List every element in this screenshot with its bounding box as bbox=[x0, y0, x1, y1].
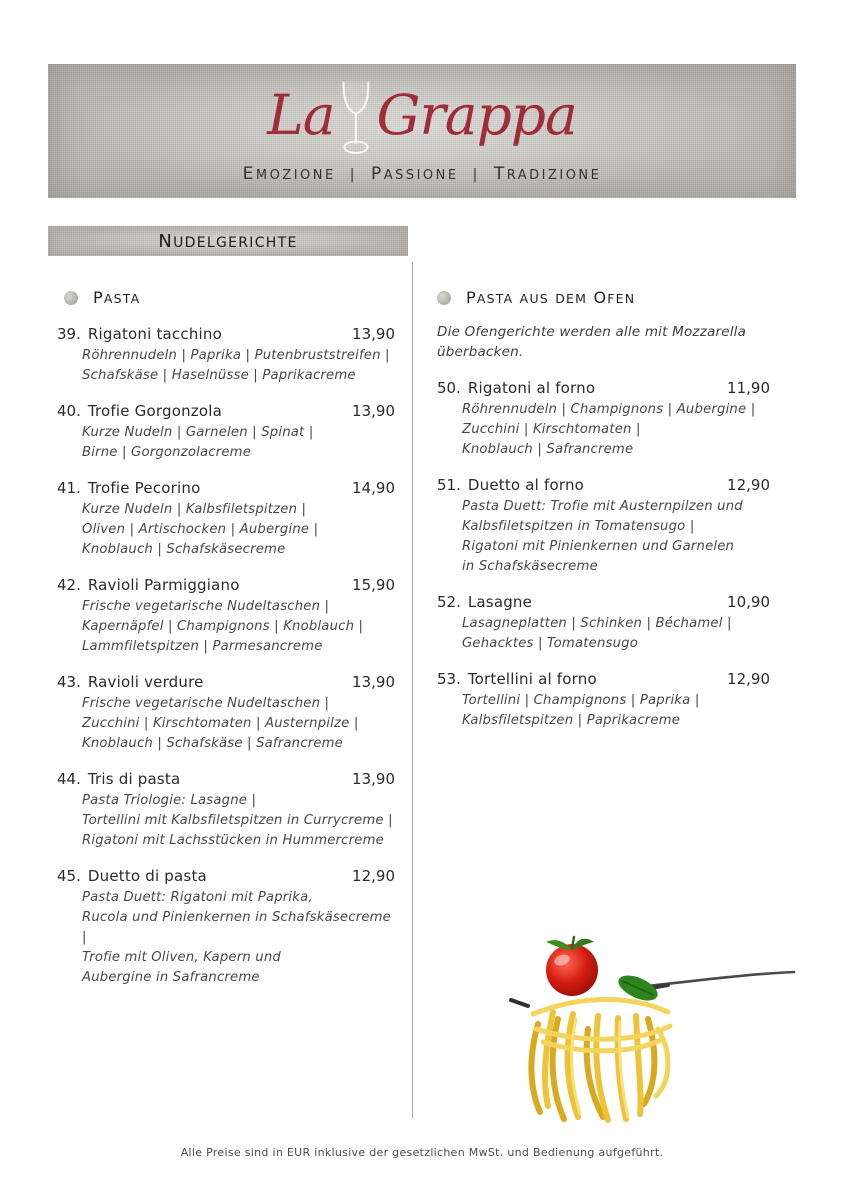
description-line: Frische vegetarische Nudeltaschen | bbox=[82, 599, 330, 614]
column-divider bbox=[412, 262, 413, 1118]
description-line: Kurze Nudeln | Kalbsfiletspitzen | bbox=[82, 502, 307, 517]
header-banner bbox=[48, 64, 796, 198]
item-description bbox=[437, 400, 770, 460]
item-name: Duetto di pasta bbox=[87, 867, 207, 885]
pasta-column bbox=[57, 288, 395, 1003]
section-title-bar bbox=[48, 226, 408, 256]
bullet-icon bbox=[64, 291, 78, 305]
menu-item bbox=[57, 478, 395, 560]
item-name: Ravioli verdure bbox=[87, 673, 204, 691]
description-line: Röhrennudeln | Paprika | Putenbruststreifen | bbox=[82, 348, 390, 363]
pasta-heading bbox=[64, 288, 395, 307]
item-name: Trofie Gorgonzola bbox=[87, 402, 222, 420]
item-price: 15,90 bbox=[352, 576, 395, 594]
item-price: 12,90 bbox=[352, 867, 395, 885]
item-number: 44. bbox=[57, 770, 81, 788]
item-number: 41. bbox=[57, 479, 81, 497]
item-description bbox=[437, 691, 770, 731]
item-title-row bbox=[57, 401, 395, 422]
menu-item bbox=[57, 575, 395, 657]
tagline-word: TRADIZIONE bbox=[493, 164, 602, 184]
item-name: Duetto al forno bbox=[467, 476, 585, 494]
item-title-row bbox=[437, 669, 770, 690]
menu-item bbox=[437, 475, 770, 577]
heading-label: PASTA AUS DEM OFEN bbox=[466, 288, 636, 307]
item-title-row bbox=[57, 575, 395, 596]
item-name: Tris di pasta bbox=[87, 770, 181, 788]
item-price: 12,90 bbox=[727, 476, 770, 494]
wine-glass-icon bbox=[336, 80, 376, 176]
description-line: Rucola und Pinienkernen in Schafskäsecreme | bbox=[82, 910, 391, 945]
heading-label: PASTA bbox=[93, 288, 141, 307]
description-line: Aubergine in Safrancreme bbox=[82, 970, 260, 985]
description-line: Kapernäpfel | Champignons | Knoblauch | bbox=[82, 619, 364, 634]
description-line: Rigatoni mit Lachsstücken in Hummercreme bbox=[82, 833, 384, 848]
item-description bbox=[57, 423, 395, 463]
item-price: 14,90 bbox=[352, 479, 395, 497]
description-line: Frische vegetarische Nudeltaschen | bbox=[82, 696, 330, 711]
menu-item bbox=[57, 866, 395, 988]
item-price: 11,90 bbox=[727, 379, 770, 397]
tomato-icon bbox=[546, 937, 598, 996]
item-price: 13,90 bbox=[352, 325, 395, 343]
item-title-row bbox=[57, 769, 395, 790]
description-line: Zucchini | Kirschtomaten | Austernpilze | bbox=[82, 716, 359, 731]
description-line: Birne | Gorgonzolacreme bbox=[82, 445, 252, 460]
tagline-separator: | bbox=[349, 167, 357, 183]
item-title-row bbox=[57, 478, 395, 499]
item-number: 53. bbox=[437, 670, 461, 688]
menu-item bbox=[57, 672, 395, 754]
description-line: Kalbsfiletspitzen in Tomatensugo | bbox=[462, 519, 695, 534]
logo-word-la: La bbox=[267, 83, 335, 147]
description-line: Knoblauch | Schafskäse | Safrancreme bbox=[82, 736, 343, 751]
description-line: Pasta Duett: Rigatoni mit Paprika, bbox=[82, 890, 313, 905]
item-title-row bbox=[437, 475, 770, 496]
item-title-row bbox=[57, 672, 395, 693]
item-price: 10,90 bbox=[727, 593, 770, 611]
description-line: Kurze Nudeln | Garnelen | Spinat | bbox=[82, 425, 314, 440]
description-line: Tortellini | Champignons | Paprika | bbox=[462, 693, 700, 708]
item-number: 39. bbox=[57, 325, 81, 343]
spaghetti-strands bbox=[531, 999, 670, 1120]
item-description bbox=[57, 500, 395, 560]
bullet-icon bbox=[437, 291, 451, 305]
description-line: Knoblauch | Safrancreme bbox=[462, 442, 634, 457]
item-number: 51. bbox=[437, 476, 461, 494]
description-line: Lammfiletspitzen | Parmesancreme bbox=[82, 639, 323, 654]
item-number: 45. bbox=[57, 867, 81, 885]
item-name: Trofie Pecorino bbox=[87, 479, 201, 497]
menu-item bbox=[57, 769, 395, 851]
item-description bbox=[57, 791, 395, 851]
item-price: 13,90 bbox=[352, 770, 395, 788]
description-line: Pasta Duett: Trofie mit Austernpilzen und bbox=[462, 499, 743, 514]
description-line: Lasagneplatten | Schinken | Béchamel | bbox=[462, 616, 732, 631]
tagline-word: PASSIONE bbox=[370, 164, 459, 184]
oven-pasta-column bbox=[437, 288, 770, 746]
item-title-row bbox=[57, 866, 395, 887]
item-price: 12,90 bbox=[727, 670, 770, 688]
item-number: 43. bbox=[57, 673, 81, 691]
oven-pasta-item-list bbox=[437, 378, 770, 731]
restaurant-logo bbox=[267, 69, 577, 161]
description-line: Tortellini mit Kalbsfiletspitzen in Currycreme | bbox=[82, 813, 393, 828]
description-line: Zucchini | Kirschtomaten | bbox=[462, 422, 641, 437]
item-title-row bbox=[437, 378, 770, 399]
menu-item bbox=[57, 401, 395, 463]
item-number: 40. bbox=[57, 402, 81, 420]
tagline-word: EMOZIONE bbox=[242, 164, 336, 184]
item-name: Rigatoni al forno bbox=[467, 379, 596, 397]
item-description bbox=[57, 888, 395, 988]
item-price: 13,90 bbox=[352, 402, 395, 420]
tagline bbox=[243, 164, 602, 184]
oven-pasta-heading bbox=[437, 288, 770, 307]
item-number: 50. bbox=[437, 379, 461, 397]
description-line: Gehacktes | Tomatensugo bbox=[462, 636, 638, 651]
price-note: Alle Preise sind in EUR inklusive der gesetzlichen MwSt. und Bedienung aufgeführt. bbox=[180, 1146, 664, 1159]
menu-item bbox=[437, 669, 770, 731]
description-line: Röhrennudeln | Champignons | Aubergine | bbox=[462, 402, 756, 417]
menu-item bbox=[437, 378, 770, 460]
item-description bbox=[437, 614, 770, 654]
description-line: Trofie mit Oliven, Kapern und bbox=[82, 950, 281, 965]
item-number: 42. bbox=[57, 576, 81, 594]
logo-word-grappa: Grappa bbox=[376, 83, 577, 147]
section-title: NUDELGERICHTE bbox=[158, 230, 298, 252]
description-line: Kalbsfiletspitzen | Paprikacreme bbox=[462, 713, 681, 728]
item-price: 13,90 bbox=[352, 673, 395, 691]
item-description bbox=[57, 346, 395, 386]
item-title-row bbox=[437, 592, 770, 613]
oven-intro-note: Die Ofengerichte werden alle mit Mozzarella überbacken. bbox=[437, 324, 747, 360]
item-description bbox=[57, 597, 395, 657]
item-number: 52. bbox=[437, 593, 461, 611]
description-line: Knoblauch | Schafskäsecreme bbox=[82, 542, 286, 557]
description-line: Pasta Triologie: Lasagne | bbox=[82, 793, 257, 808]
menu-item bbox=[57, 324, 395, 386]
item-name: Lasagne bbox=[467, 593, 533, 611]
description-line: Oliven | Artischocken | Aubergine | bbox=[82, 522, 319, 537]
description-line: Rigatoni mit Pinienkernen und Garnelen bbox=[462, 539, 735, 554]
menu-item bbox=[437, 592, 770, 654]
description-line: in Schafskäsecreme bbox=[462, 559, 598, 574]
tagline-separator: | bbox=[472, 167, 480, 183]
spaghetti-fork-image bbox=[498, 933, 798, 1125]
pasta-item-list bbox=[57, 324, 395, 988]
item-name: Tortellini al forno bbox=[467, 670, 597, 688]
item-description bbox=[57, 694, 395, 754]
item-name: Rigatoni tacchino bbox=[87, 325, 222, 343]
description-line: Schafskäse | Haselnüsse | Paprikacreme bbox=[82, 368, 356, 383]
item-title-row bbox=[57, 324, 395, 345]
item-name: Ravioli Parmiggiano bbox=[87, 576, 240, 594]
item-description bbox=[437, 497, 770, 577]
